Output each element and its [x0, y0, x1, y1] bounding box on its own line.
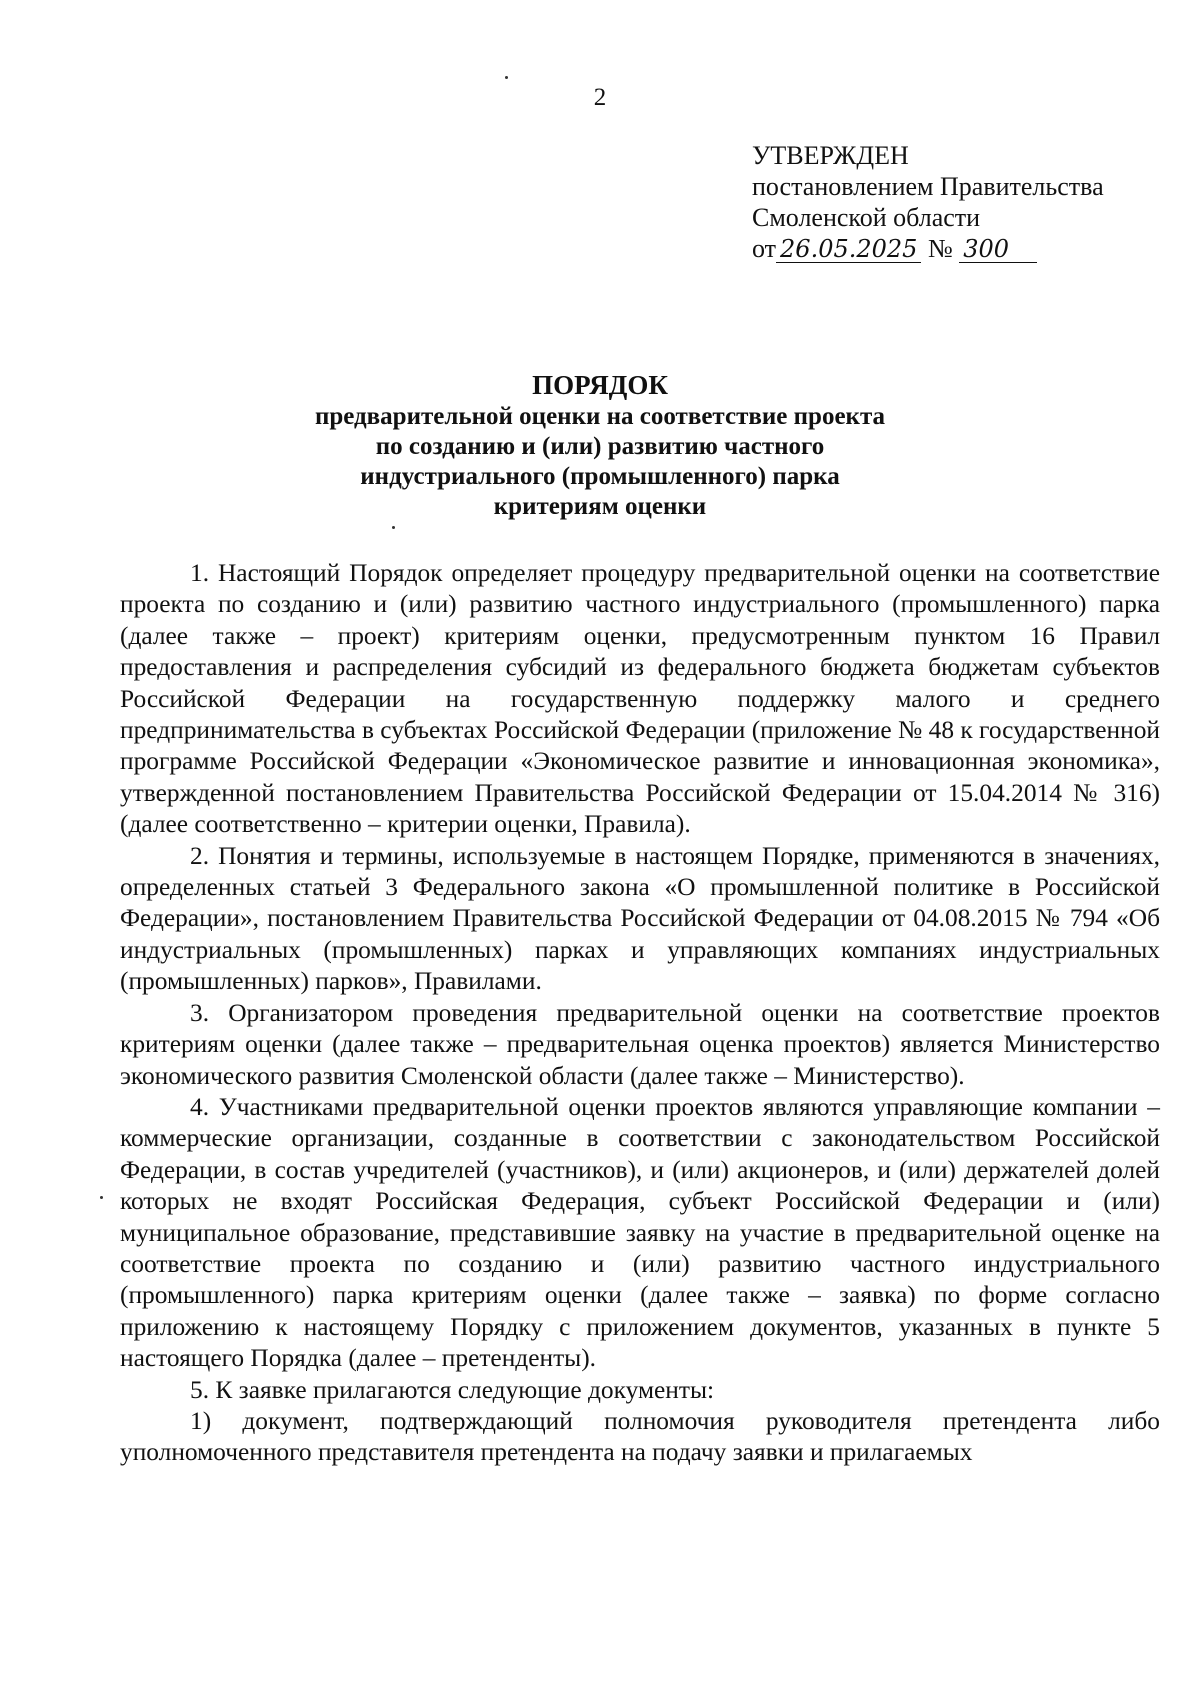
- title-line-4: критериям оценки: [493, 493, 707, 520]
- title-main: ПОРЯДОК: [532, 370, 668, 400]
- page-number: 2: [593, 84, 607, 111]
- paragraph-5-item-1: 1) документ, подтверждающий полномочия руководителя претендента либо уполномоченного представителя претендента на подачу заявки и прилагаемых: [120, 1406, 1160, 1467]
- scan-speck: [505, 76, 508, 79]
- paragraph-5: 5. К заявке прилагаются следующие документы:: [190, 1375, 715, 1404]
- title-line-2: по созданию и (или) развитию частного: [375, 433, 825, 460]
- paragraph-2: 2. Понятия и термины, используемые в настоящем Порядке, применяются в значениях, определенных статьей 3 Федерального закона «О промышленной политике в Российской Федерации», постановлением Правительства Российской Федерации от 04.08.2015 № 794 «Об индустриальных (промышленных) парках и управляющих компаниях индустриальных (промышленных) парков», Правилами.: [120, 841, 1160, 996]
- handwritten-number: 300: [959, 236, 1037, 263]
- approval-line-1: постановлением Правительства: [752, 172, 1104, 201]
- paragraph-3: 3. Организатором проведения предварительной оценки на соответствие проектов критериям оценки (далее также – предварительная оценка проектов) является Министерство экономического развития Смоленской области (далее также – Министерство).: [120, 998, 1160, 1090]
- paragraph-1: 1. Настоящий Порядок определяет процедуру предварительной оценки на соответствие проекта по созданию и (или) развитию частного индустриального (промышленного) парка (далее также – проект) критериям оценки, предусмотренным пунктом 16 Правил предоставления и распределения субсидий из федерального бюджета бюджетам субъектов Российской Федерации на государственную поддержку малого и среднего предпринимательства в субъектах Российской Федерации (приложение № 48 к государственной программе Российской Федерации «Экономическое развитие и инновационная экономика», утвержденной постановлением Правительства Российской Федерации от 15.04.2014 № 316) (далее соответственно – критерии оценки, Правила).: [120, 559, 1160, 839]
- approval-line-2: Смоленской области: [752, 203, 981, 232]
- scan-speck: [100, 1196, 103, 1199]
- title-line-3: индустриального (промышленного) парка: [360, 463, 840, 490]
- date-prefix: от: [752, 234, 777, 263]
- handwritten-date: 26.05.2025: [776, 236, 921, 263]
- number-prefix: №: [927, 234, 953, 263]
- approval-heading: УТВЕРЖДЕН: [752, 141, 909, 170]
- scan-speck: [392, 526, 395, 529]
- document-body: [120, 558, 1160, 1469]
- approval-date-line: [752, 233, 1104, 264]
- paragraph-4: 4. Участниками предварительной оценки проектов являются управляющие компании – коммерческие организации, созданные в соответствии с законодательством Российской Федерации, в состав учредителей (участников), и (или) акционеров, и (или) держателей долей которых не входят Российская Федерация, субъект Российской Федерации и (или) муниципальное образование, представившие заявку на участие в предварительной оценке на соответствие проекта по созданию и (или) развитию частного индустриального (промышленного) парка критериям оценки (далее также – заявка) по форме согласно приложению к настоящему Порядку с приложением документов, указанных в пункте 5 настоящего Порядка (далее – претенденты).: [120, 1092, 1160, 1373]
- document-title: [0, 368, 1200, 522]
- approval-stamp: [752, 140, 1104, 264]
- title-line-1: предварительной оценки на соответствие проекта: [314, 403, 886, 430]
